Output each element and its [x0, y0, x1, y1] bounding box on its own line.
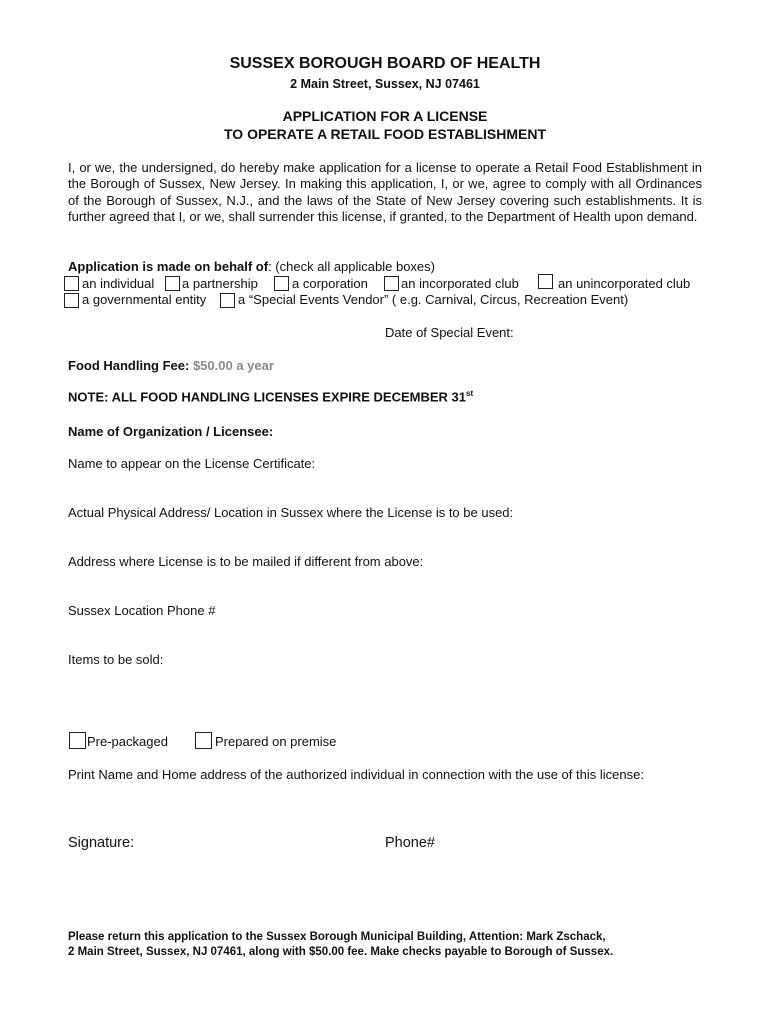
print-name-label: Print Name and Home address of the authorized individual in connection with the use of this license:: [68, 767, 644, 782]
behalf-note: : (check all applicable boxes): [268, 259, 435, 274]
org-label: Name of Organization / Licensee:: [68, 424, 274, 439]
signature-label: Signature:: [68, 835, 135, 851]
checkbox-prepared-on-premise[interactable]: [195, 732, 212, 749]
checkbox-individual[interactable]: [64, 276, 79, 291]
behalf-heading: [68, 259, 435, 274]
label-unincorporated-club: an unincorporated club: [558, 276, 691, 291]
checkbox-incorporated-club[interactable]: [384, 276, 399, 291]
special-event-date-label: Date of Special Event:: [385, 325, 514, 340]
checkbox-corporation[interactable]: [274, 276, 289, 291]
behalf-label: Application is made on behalf of: [68, 259, 269, 274]
phone-number-label: Phone#: [385, 835, 435, 851]
label-corporation: a corporation: [292, 276, 368, 291]
phone-label: Sussex Location Phone #: [68, 603, 216, 618]
header-address: 2 Main Street, Sussex, NJ 07461: [290, 77, 480, 91]
expiry-note: [68, 389, 473, 404]
fee-line: [68, 358, 274, 373]
footer-line-2: 2 Main Street, Sussex, NJ 07461, along with $50.00 fee. Make checks payable to Borough of Sussex.: [68, 946, 614, 958]
intro-paragraph: I, or we, the undersigned, do hereby make application for a license to operate a Retail Food Establishment in the Borough of Sussex, New Jersey. In making this application, I, or we, agree to comply with all Ordinances of the Borough of Sussex, N.J., and the laws of the State of New Jersey covering such establishments. It is further agreed that I, or we, shall surrender this license, if granted, to the Department of Health upon demand.: [68, 160, 702, 225]
physical-address-label: Actual Physical Address/ Location in Sussex where the License is to be used:: [68, 505, 514, 520]
label-prepared-on-premise: Prepared on premise: [215, 734, 337, 749]
footer-line-1: Please return this application to the Sussex Borough Municipal Building, Attention: Mark Zschack,: [68, 931, 606, 943]
page-title: SUSSEX BOROUGH BOARD OF HEALTH: [229, 55, 541, 72]
label-governmental-entity: a governmental entity: [82, 292, 207, 307]
mailing-address-label: Address where License is to be mailed if different from above:: [68, 554, 424, 569]
fee-value: $50.00 a year: [192, 358, 274, 373]
application-title-line-2: TO OPERATE A RETAIL FOOD ESTABLISHMENT: [223, 126, 546, 142]
checkbox-governmental-entity[interactable]: [64, 293, 79, 308]
label-individual: an individual: [82, 276, 155, 291]
checkbox-special-events[interactable]: [220, 293, 235, 308]
label-special-events: a “Special Events Vendor” ( e.g. Carnival, Circus, Recreation Event): [238, 292, 629, 307]
checkbox-partnership[interactable]: [165, 276, 180, 291]
checkbox-unincorporated-club[interactable]: [538, 274, 553, 289]
checkbox-prepackaged[interactable]: [69, 732, 86, 749]
expiry-note-sup: st: [466, 389, 474, 398]
certificate-name-label: Name to appear on the License Certificate:: [68, 456, 316, 471]
label-prepackaged: Pre-packaged: [87, 734, 168, 749]
label-partnership: a partnership: [182, 276, 258, 291]
expiry-note-text: NOTE: ALL FOOD HANDLING LICENSES EXPIRE DECEMBER 31: [68, 389, 466, 405]
fee-label: Food Handling Fee:: [68, 358, 190, 373]
label-incorporated-club: an incorporated club: [401, 276, 519, 291]
application-title-line-1: APPLICATION FOR A LICENSE: [282, 108, 488, 124]
items-label: Items to be sold:: [68, 652, 164, 667]
